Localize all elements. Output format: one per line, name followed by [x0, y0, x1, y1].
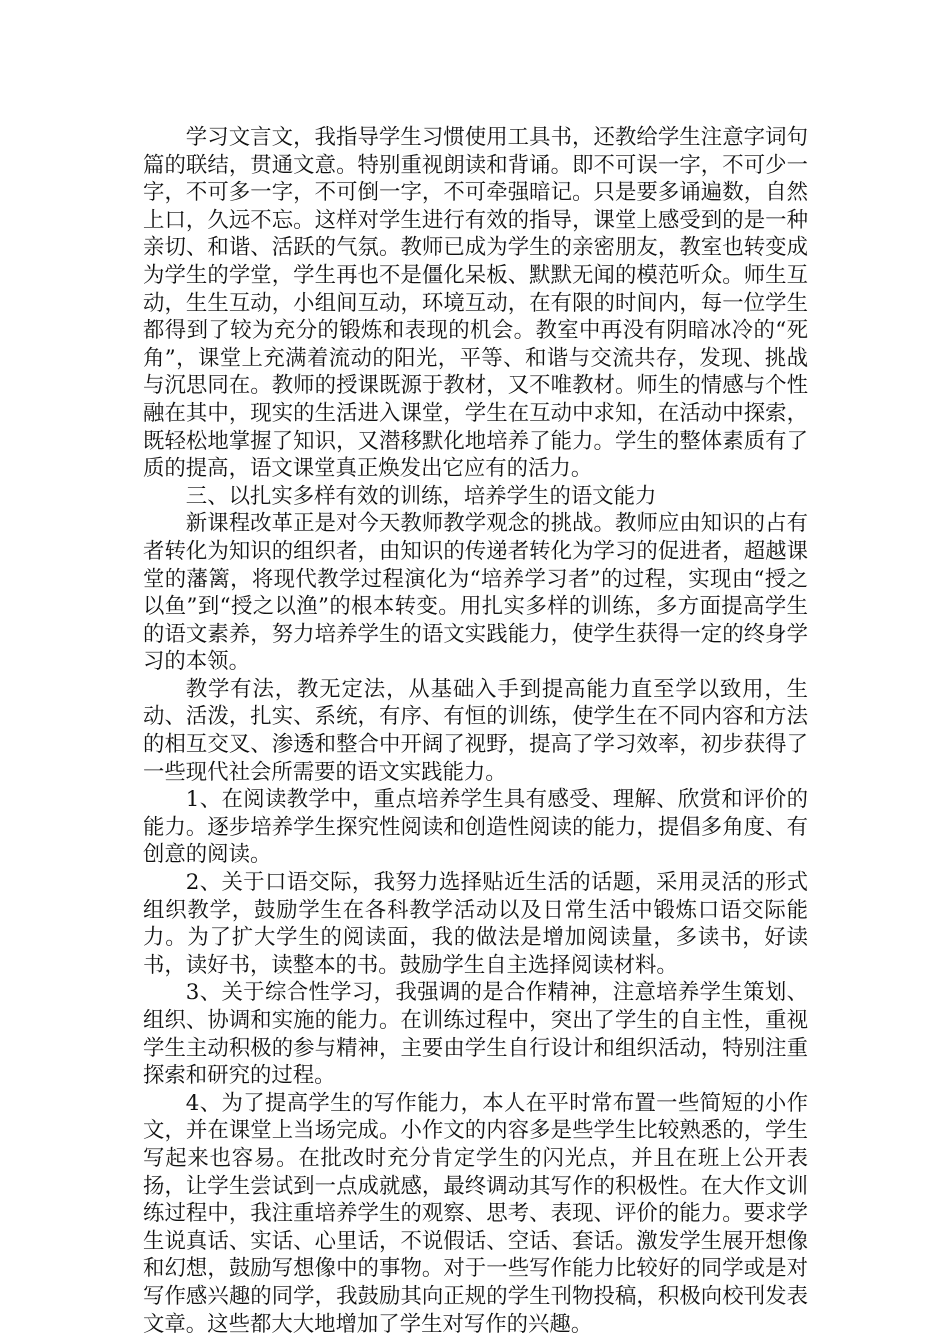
paragraph-curriculum-reform: 新课程改革正是对今天教师教学观念的挑战。教师应由知识的占有者转化为知识的组织者，由知识的传递者转化为学习的促进者，超越课堂的藩篱，将现代教学过程演化为“培养学习者”的过程，实现由“授之以鱼”到“授之以渔”的根本转变。用扎实多样的训练，多方面提高学生的语文素养，努力培养学生的语文实践能力，使学生获得一定的终身学习的本领。: [143, 511, 808, 675]
paragraph-teaching-methods: 教学有法，教无定法，从基础入手到提高能力直至学以致用，生动、活泼，扎实、系统，有序、有恒的训练，使学生在不同内容和方法的相互交叉、渗透和整合中开阔了视野，提高了学习效率，初步获得了一些现代社会所需要的语文实践能力。: [143, 676, 808, 785]
paragraph-item-writing: 4、为了提高学生的写作能力，本人在平时常布置一些简短的小作文，并在课堂上当场完成。小作文的内容多是些学生比较熟悉的，学生写起来也容易。在批改时充分肯定学生的闪光点，并且在班上公开表扬，让学生尝试到一点成就感，最终调动其写作的积极性。在大作文训练过程中，我注重培养学生的观察、思考、表现、评价的能力。要求学生说真话、实话、心里话，不说假话、空话、套话。激发学生展开想像和幻想，鼓励写想像中的事物。对于一些写作能力比较好的同学或是对写作感兴趣的同学，我鼓励其向正规的学生刊物投稿，积极向校刊发表文章。这些都大大地增加了学生对写作的兴趣。: [143, 1090, 808, 1337]
section-heading-three: 三、以扎实多样有效的训练，培养学生的语文能力: [185, 483, 657, 509]
paragraph-item-oral-communication: 2、关于口语交际，我努力选择贴近生活的话题，采用灵活的形式组织教学，鼓励学生在各科教学活动以及日常生活中锻炼口语交际能力。为了扩大学生的阅读面，我的做法是增加阅读量，多读书，好读书，读好书，读整本的书。鼓励学生自主选择阅读材料。: [143, 870, 808, 978]
paragraph-item-reading: 1、在阅读教学中，重点培养学生具有感受、理解、欣赏和评价的能力。逐步培养学生探究性阅读和创造性阅读的能力，提倡多角度、有创意的阅读。: [143, 787, 808, 868]
document-page: [143, 124, 808, 1338]
paragraph-classical-chinese-teaching: 学习文言文，我指导学生习惯使用工具书，还教给学生注意字词句篇的联结，贯通文意。特别重视朗读和背诵。即不可误一字，不可少一字，不可多一字，不可倒一字，不可牵强暗记。只是要多诵遍数，自然上口，久远不忘。这样对学生进行有效的指导，课堂上感受到的是一种亲切、和谐、活跃的气氛。教师已成为学生的亲密朋友，教室也转变成为学生的学堂，学生再也不是僵化呆板、默默无闻的模范听众。师生互动，生生互动，小组间互动，环境互动，在有限的时间内，每一位学生都得到了较为充分的锻炼和表现的机会。教室中再没有阴暗冰冷的“死角”，课堂上充满着流动的阳光，平等、和谐与交流共存，发现、挑战与沉思同在。教师的授课既源于教材，又不唯教材。师生的情感与个性融在其中，现实的生活进入课堂，学生在互动中求知，在活动中探索，既轻松地掌握了知识，又潜移默化地培养了能力。学生的整体素质有了质的提高，语文课堂真正焕发出它应有的活力。: [143, 125, 808, 482]
paragraph-item-integrated-learning: 3、关于综合性学习，我强调的是合作精神，注意培养学生策划、组织、协调和实施的能力。在训练过程中，突出了学生的自主性，重视学生主动积极的参与精神，主要由学生自行设计和组织活动，特别注重探索和研究的过程。: [143, 980, 808, 1089]
